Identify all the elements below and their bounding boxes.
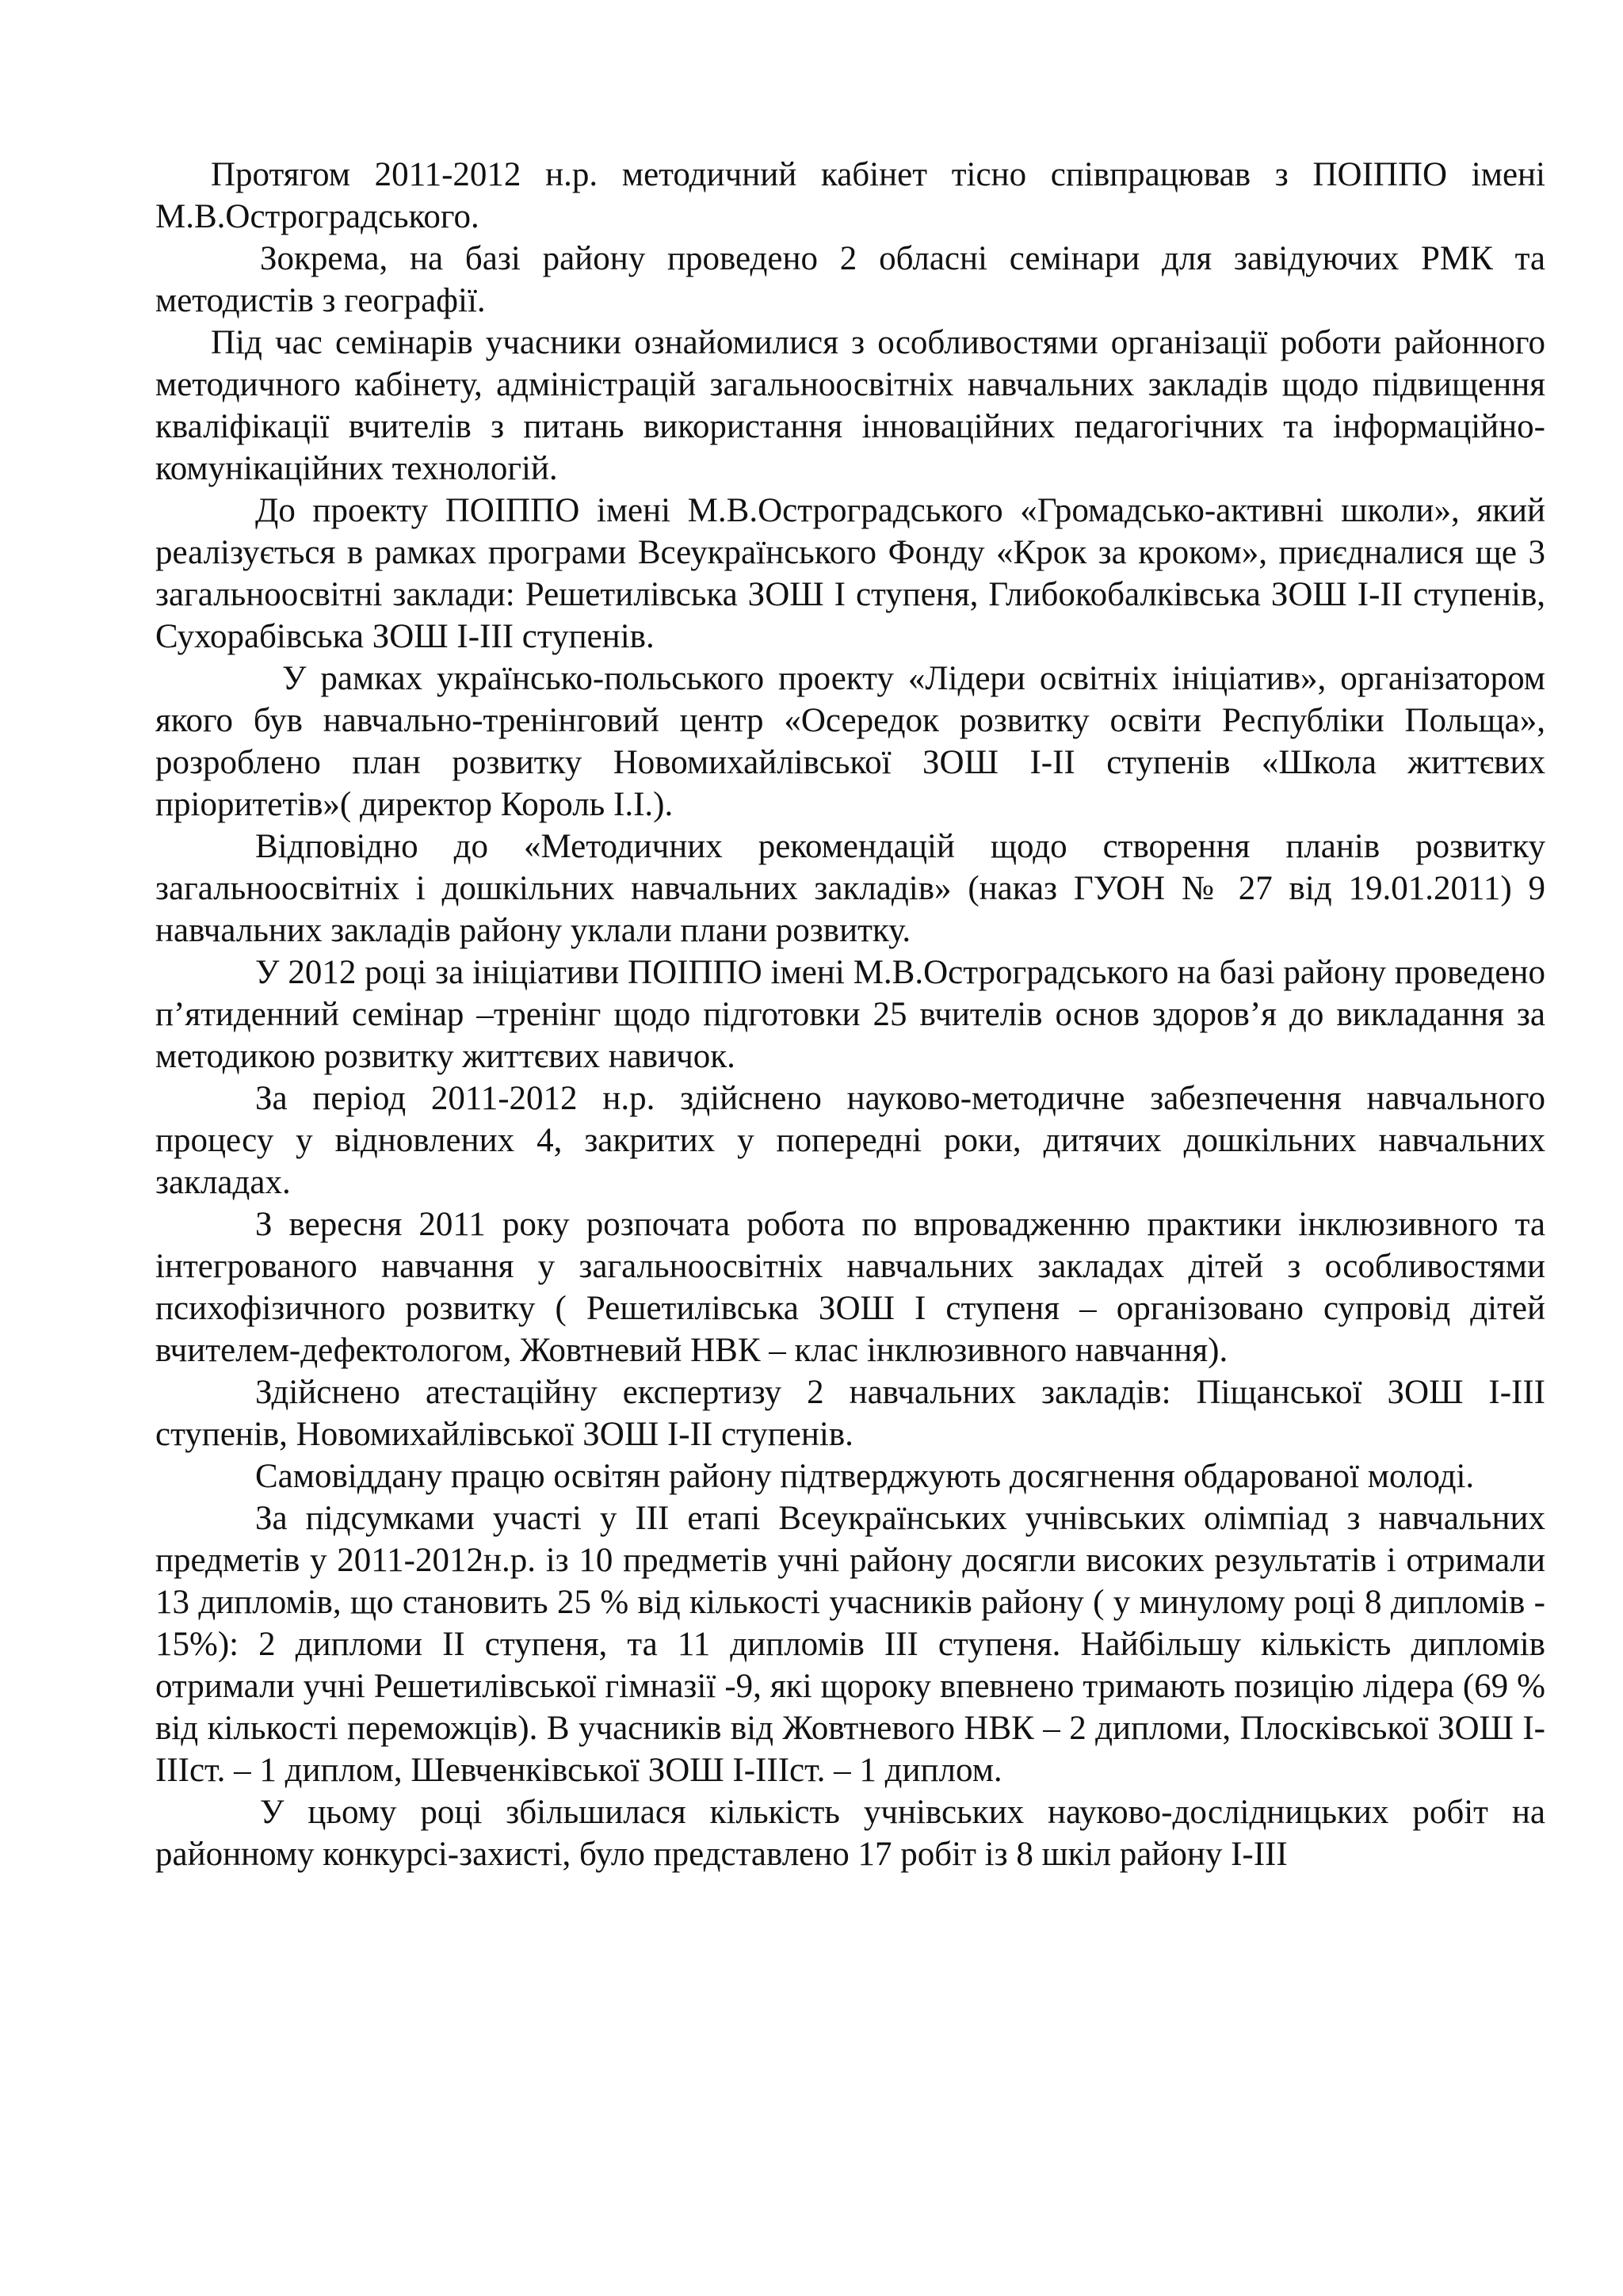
paragraph-3: Під час семінарів учасники ознайомилися з особливостями організації роботи районного методичного кабінету, адміністрацій загальноосвітніх навчальних закладів щодо підвищення кваліфікації вчителів з питань використання інноваційних педагогічних та інформаційно-комунікаційних технологій. — [155, 324, 1545, 487]
paragraph-12: За підсумками участі у ІІІ етапі Всеукраїнських учнівських олімпіад з навчальних предметів у 2011-2012н.р. із 10 предметів учні району досягли високих результатів і отримали 13 дипломів, що становить 25 % від кількості учасників району ( у минулому році 8 дипломів - 15%): 2 дипломи ІІ ступеня, та 11 дипломів ІІІ ступеня. Найбільшу кількість дипломів отримали учні Решетилівської гімназії -9, які щороку впевнено тримають позицію лідера (69 % від кількості переможців). В учасників від Жовтневого НВК – 2 дипломи, Плосківської ЗОШ І-ІІІст. – 1 диплом, Шевченківської ЗОШ І-ІІІст. – 1 диплом. — [155, 1500, 1545, 1789]
paragraph-7: У 2012 році за ініціативи ПОІППО імені М.В.Остроградського на базі району проведено п’ятиденний семінар –тренінг щодо підготовки 25 вчителів основ здоров’я до викладання за методикою розвитку життєвих навичок. — [155, 954, 1545, 1075]
paragraph-10: Здійснено атестаційну експертизу 2 навчальних закладів: Піщанської ЗОШ І-ІІІ ступенів, Новомихайлівської ЗОШ І-ІІ ступенів. — [155, 1374, 1545, 1453]
paragraph-11: Самовіддану працю освітян району підтверджують досягнення обдарованої молоді. — [255, 1458, 1475, 1495]
paragraph-1: Протягом 2011-2012 н.р. методичний кабінет тісно співпрацював з ПОІППО імені М.В.Остроградського. — [155, 156, 1545, 235]
paragraph-5: У рамках українсько-польського проекту «Лідери освітніх ініціатив», організатором якого був навчально-тренінговий центр «Осередок розвитку освіти Республіки Польща», розроблено план розвитку Новомихайлівської ЗОШ І-ІІ ступенів «Школа життєвих пріоритетів»( директор Король І.І.). — [155, 660, 1545, 823]
paragraph-13: У цьому році збільшилася кількість учнівських науково-дослідницьких робіт на районному конкурсі-захисті, було представлено 17 робіт із 8 шкіл району І-ІІІ — [155, 1794, 1545, 1873]
paragraph-2: Зокрема, на базі району проведено 2 обласні семінари для завідуючих РМК та методистів з географії. — [155, 240, 1545, 319]
paragraph-8: За період 2011-2012 н.р. здійснено науково-методичне забезпечення навчального процесу у відновлених 4, закритих у попередні роки, дитячих дошкільних навчальних закладах. — [155, 1080, 1545, 1201]
document-body — [155, 154, 1545, 1875]
paragraph-6: Відповідно до «Методичних рекомендацій щодо створення планів розвитку загальноосвітніх і дошкільних навчальних закладів» (наказ ГУОН № 27 від 19.01.2011) 9 навчальних закладів району уклали плани розвитку. — [155, 828, 1545, 949]
paragraph-4: До проекту ПОІППО імені М.В.Остроградського «Громадсько-активні школи», який реалізується в рамках програми Всеукраїнського Фонду «Крок за кроком», приєдналися ще 3 загальноосвітні заклади: Решетилівська ЗОШ І ступеня, Глибокобалківська ЗОШ І-ІІ ступенів, Сухорабівська ЗОШ І-ІІІ ступенів. — [155, 492, 1545, 655]
paragraph-9: З вересня 2011 року розпочата робота по впровадженню практики інклюзивного та інтегрованого навчання у загальноосвітніх навчальних закладах дітей з особливостями психофізичного розвитку ( Решетилівська ЗОШ І ступеня – організовано супровід дітей вчителем-дефектологом, Жовтневий НВК – клас інклюзивного навчання). — [155, 1206, 1545, 1369]
